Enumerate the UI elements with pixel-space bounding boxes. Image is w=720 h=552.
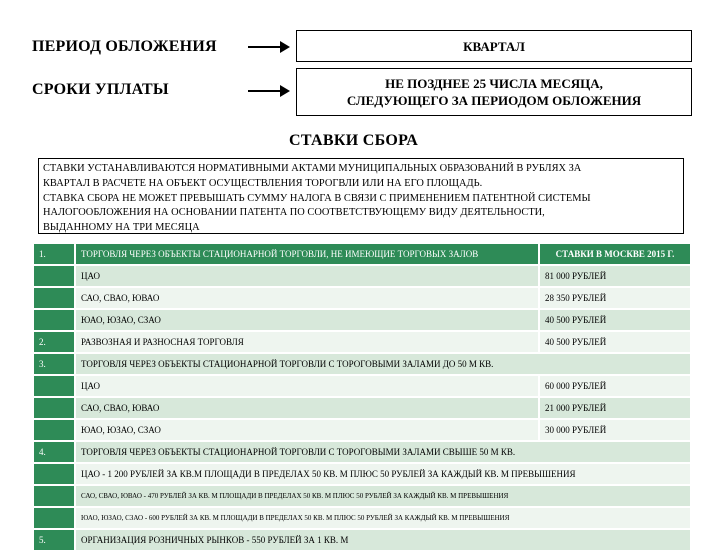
row-number [34, 288, 74, 308]
row-price: 30 000 РУБЛЕЙ [540, 420, 690, 440]
table-row [34, 486, 690, 506]
row-description: САО, СВАО, ЮВАО - 470 РУБЛЕЙ ЗА КВ. М ПЛОЩАДИ В ПРЕДЕЛАХ 50 КВ. М ПЛЮС 50 РУБЛЕЙ ЗА КАЖДЫЙ КВ. М ПРЕВЫШЕНИЯ [76, 486, 690, 506]
row-description: ЦАО - 1 200 РУБЛЕЙ ЗА КВ.М ПЛОЩАДИ В ПРЕДЕЛАХ 50 КВ. М ПЛЮС 50 РУБЛЕЙ ЗА КАЖДЫЙ КВ. М ПРЕВЫШЕНИЯ [76, 464, 690, 484]
period-value: КВАРТАЛ [463, 38, 525, 54]
row-description: ЦАО [76, 266, 538, 286]
column-header-price: СТАВКИ В МОСКВЕ 2015 Г. [540, 244, 690, 264]
table-row [34, 530, 690, 550]
row-description: РАЗВОЗНАЯ И РАЗНОСНАЯ ТОРГОВЛЯ [76, 332, 538, 352]
info-line: ВЫДАННОМУ НА ТРИ МЕСЯЦА [43, 222, 200, 234]
info-line: НАЛОГООБЛОЖЕНИЯ НА ОСНОВАНИИ ПАТЕНТА ПО СООТВЕТСТВУЮЩЕМУ ВИДУ ДЕЯТЕЛЬНОСТИ, [43, 207, 545, 219]
row-description: ОРГАНИЗАЦИЯ РОЗНИЧНЫХ РЫНКОВ - 550 РУБЛЕЙ ЗА 1 КВ. М [76, 530, 690, 550]
row-number [34, 508, 74, 528]
info-line: СТАВКИ УСТАНАВЛИВАЮТСЯ НОРМАТИВНЫМИ АКТАМИ МУНИЦИПАЛЬНЫХ ОБРАЗОВАНИЙ В РУБЛЯХ ЗА [43, 163, 582, 174]
row-price: 28 350 РУБЛЕЙ [540, 288, 690, 308]
row-number [34, 486, 74, 506]
table-row [34, 266, 690, 286]
row-description: ЦАО [76, 376, 538, 396]
row-description: ЮАО, ЮЗАО, СЗАО [76, 310, 538, 330]
row-description: ТОРГОВЛЯ ЧЕРЕЗ ОБЪЕКТЫ СТАЦИОНАРНОЙ ТОРГОВЛИ, НЕ ИМЕЮЩИЕ ТОРГОВЫХ ЗАЛОВ [76, 244, 538, 264]
table-header-row [34, 244, 690, 264]
row-number: 2. [34, 332, 74, 352]
row-price: 60 000 РУБЛЕЙ [540, 376, 690, 396]
period-value-box [296, 30, 692, 62]
table-row [34, 508, 690, 528]
row-number [34, 266, 74, 286]
row-price: 40 500 РУБЛЕЙ [540, 310, 690, 330]
table-row [34, 376, 690, 396]
row-number [34, 464, 74, 484]
section-title: СТАВКИ СБОРА [289, 132, 419, 149]
deadline-value-line2: СЛЕДУЮЩЕГО ЗА ПЕРИОДОМ ОБЛОЖЕНИЯ [346, 93, 642, 108]
table-row [34, 398, 690, 418]
row-description: ТОРГОВЛЯ ЧЕРЕЗ ОБЪЕКТЫ СТАЦИОНАРНОЙ ТОРГОВЛИ С ТОРОГОВЫМИ ЗАЛАМИ ДО 50 М КВ. [76, 354, 690, 374]
row-description: ЮАО, ЮЗАО, СЗАО [76, 420, 538, 440]
row-price: 40 500 РУБЛЕЙ [540, 332, 690, 352]
info-line: КВАРТАЛ В РАСЧЕТЕ НА ОБЪЕКТ ОСУЩЕСТВЛЕНИЯ ТОРОГВЛИ ИЛИ НА ЕГО ПЛОЩАДЬ. [43, 177, 483, 189]
row-price: 81 000 РУБЛЕЙ [540, 266, 690, 286]
info-box [38, 158, 684, 234]
row-number [34, 376, 74, 396]
deadline-value-box [296, 68, 692, 116]
table-row [34, 420, 690, 440]
deadline-label: СРОКИ УПЛАТЫ [32, 81, 169, 98]
row-description: ТОРГОВЛЯ ЧЕРЕЗ ОБЪЕКТЫ СТАЦИОНАРНОЙ ТОРГОВЛИ С ТОРОГОВЫМИ ЗАЛАМИ СВЫШЕ 50 М КВ. [76, 442, 690, 462]
deadline-value-line1: НЕ ПОЗДНЕЕ 25 ЧИСЛА МЕСЯЦА, [385, 76, 603, 91]
table-row [34, 310, 690, 330]
info-line: СТАВКА СБОРА НЕ МОЖЕТ ПРЕВЫШАТЬ СУММУ НАЛОГА В СВЯЗИ С ПРИМЕНЕНИЕМ ПАТЕНТНОЙ СИСТЕМЫ [43, 192, 591, 204]
row-description: САО, СВАО, ЮВАО [76, 398, 538, 418]
row-price: 21 000 РУБЛЕЙ [540, 398, 690, 418]
row-number [34, 420, 74, 440]
rates-table [34, 244, 690, 552]
table-row [34, 464, 690, 484]
row-description: ЮАО, ЮЗАО, СЗАО - 600 РУБЛЕЙ ЗА КВ. М ПЛОЩАДИ В ПРЕДЕЛАХ 50 КВ. М ПЛЮС 50 РУБЛЕЙ ЗА КАЖДЫЙ КВ. М ПРЕВЫШЕНИЯ [76, 508, 690, 528]
table-row [34, 332, 690, 352]
deadline-arrow [248, 90, 288, 92]
row-number: 5. [34, 530, 74, 550]
row-number: 4. [34, 442, 74, 462]
table-row [34, 354, 690, 374]
table-row [34, 288, 690, 308]
row-number: 1. [34, 244, 74, 264]
row-description: САО, СВАО, ЮВАО [76, 288, 538, 308]
period-arrow [248, 46, 288, 48]
row-number [34, 398, 74, 418]
table-row [34, 442, 690, 462]
period-label: ПЕРИОД ОБЛОЖЕНИЯ [32, 38, 217, 55]
row-number: 3. [34, 354, 74, 374]
row-number [34, 310, 74, 330]
